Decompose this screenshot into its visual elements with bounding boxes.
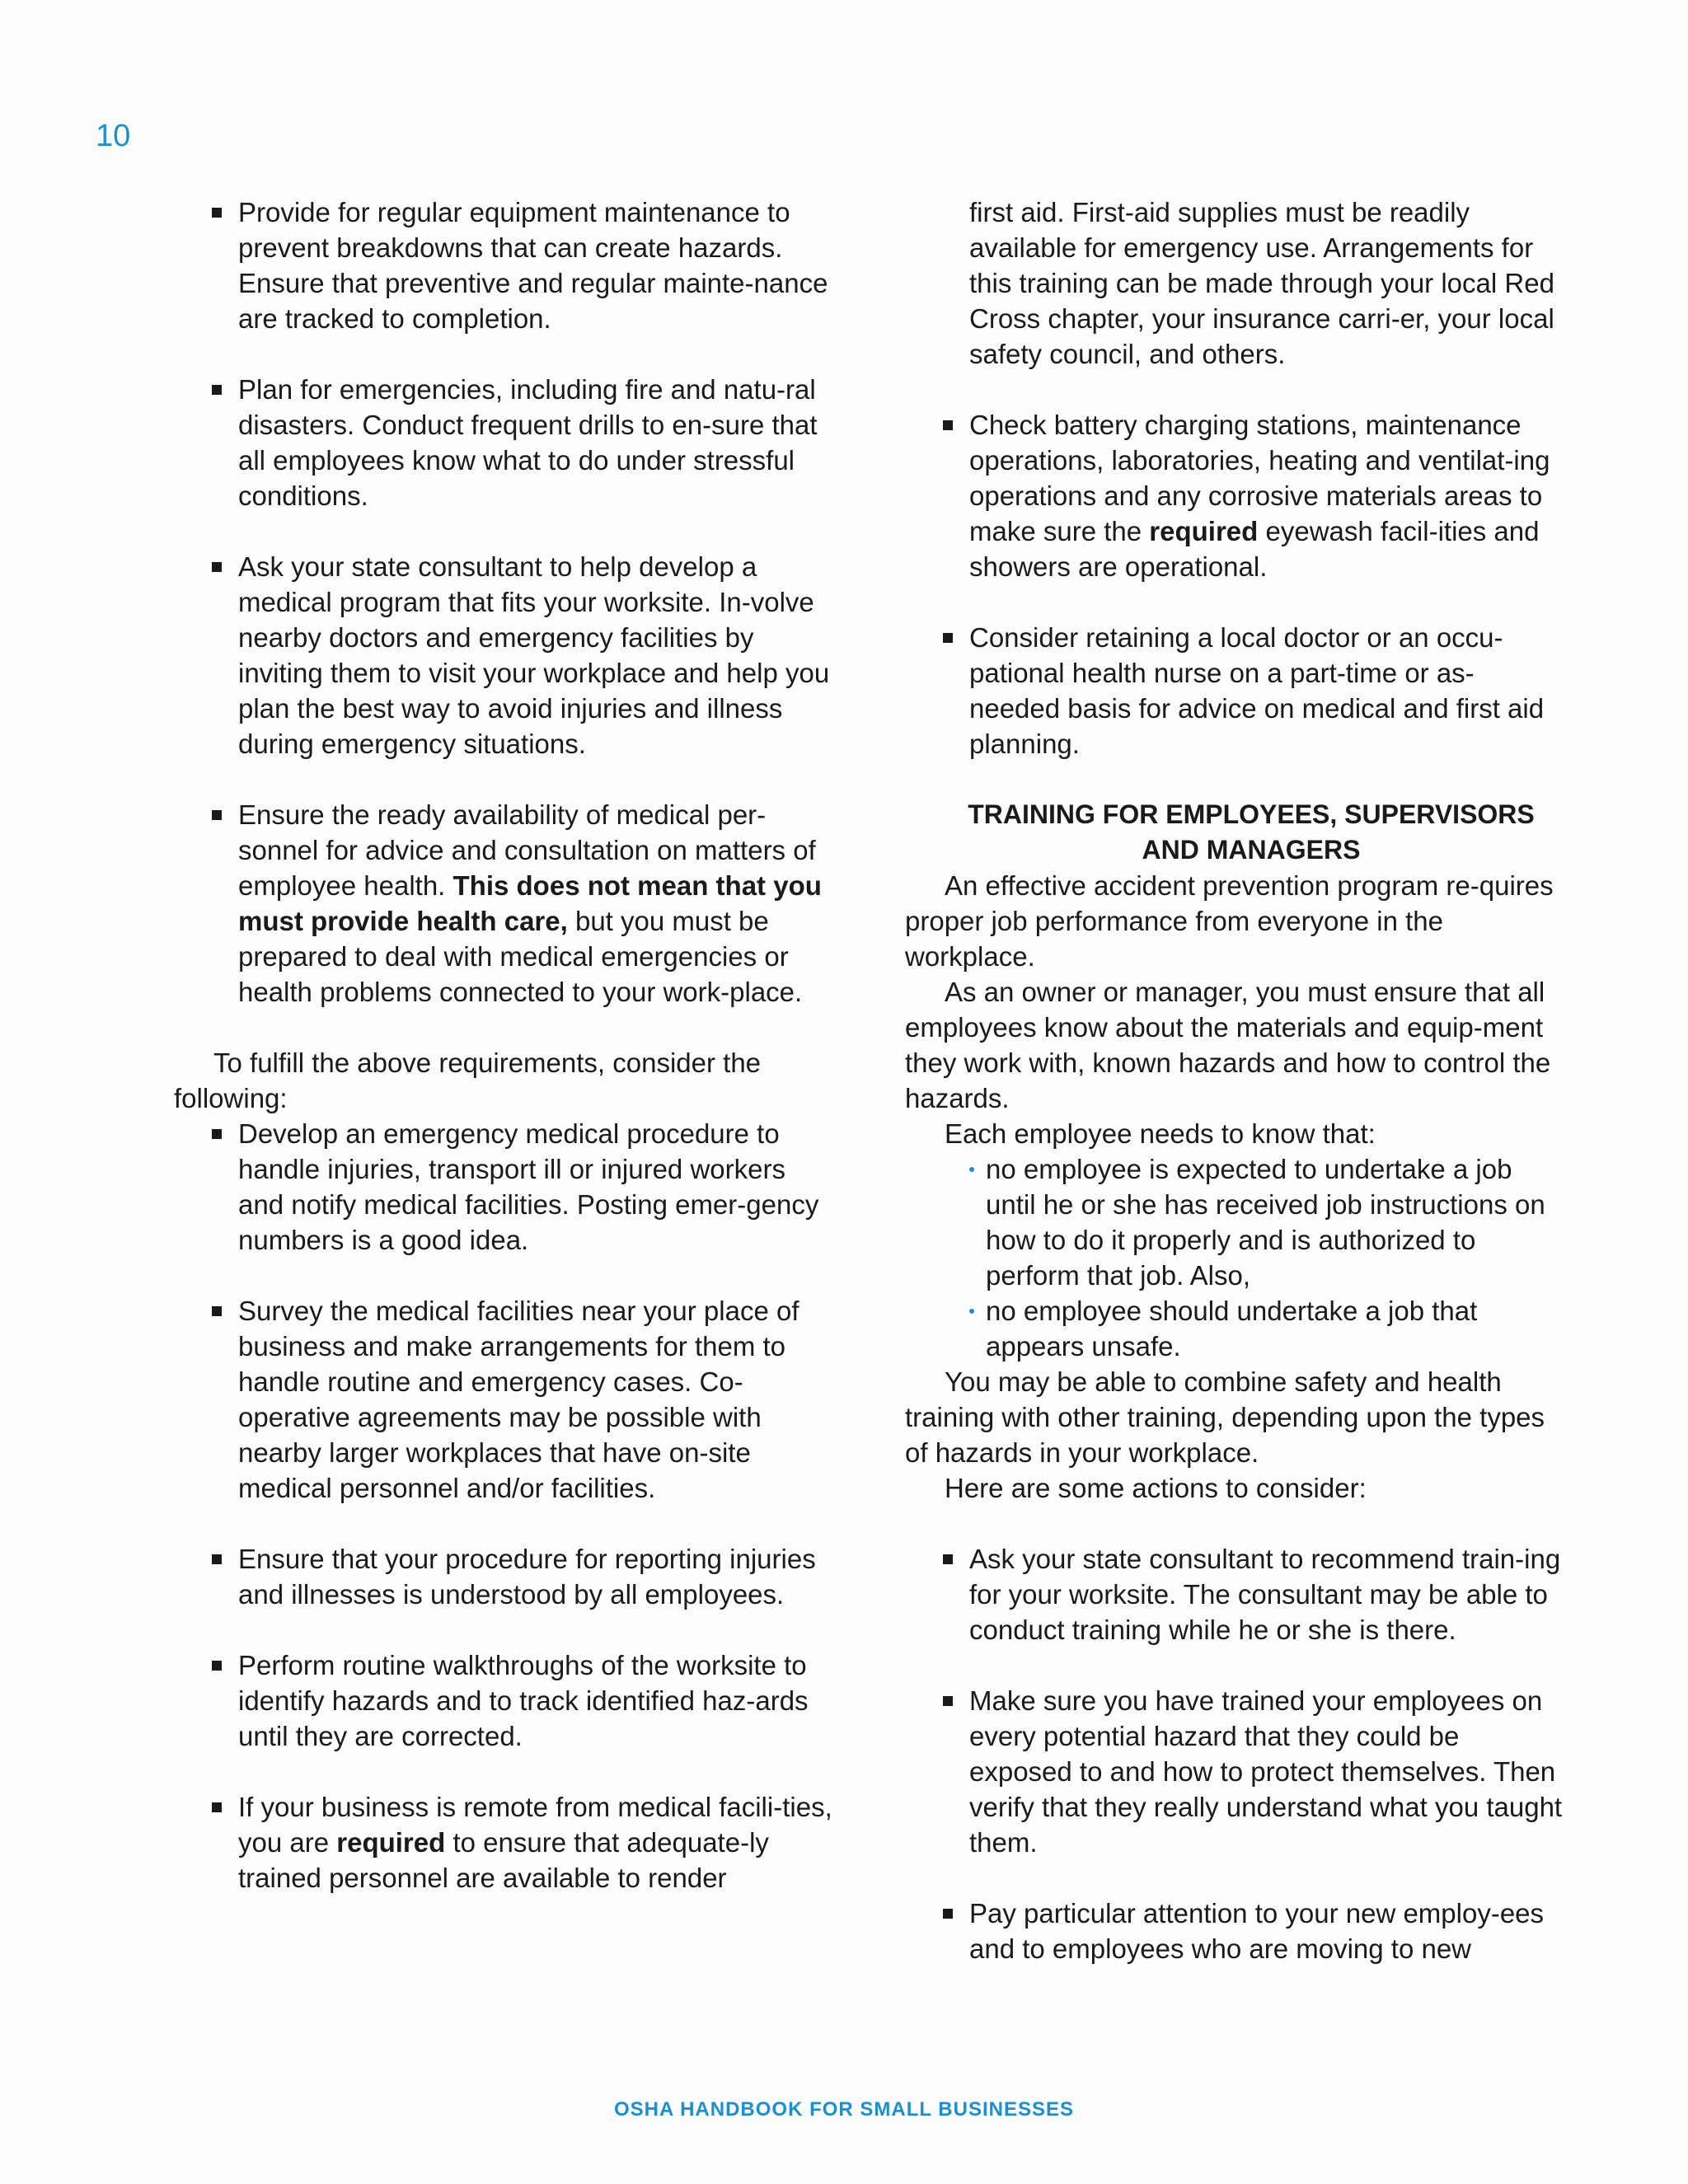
- square-bullet-icon: [212, 810, 222, 820]
- square-bullet-icon: [212, 385, 222, 395]
- footer-title: OSHA HANDBOOK FOR SMALL BUSINESSES: [613, 2098, 1075, 2121]
- paragraph: Here are some actions to consider:: [945, 1473, 1367, 1503]
- dot-bullet-icon: [969, 1167, 974, 1172]
- square-bullet-icon: [943, 420, 953, 430]
- list-item-continuation: first aid. First-aid supplies must be readily available for emergency use. Arrangements for this training can be made through your local Red Cross chapter, your insurance carri-er, your local safety council, and others.: [969, 197, 1554, 369]
- square-bullet-icon: [212, 1306, 222, 1316]
- square-bullet-icon: [943, 1554, 953, 1564]
- list-item: Ask your state consultant to recommend train-ing for your worksite. The consultant may be able to conduct training while he or she is there.: [905, 1541, 1564, 1647]
- list-item: Provide for regular equipment maintenance to prevent breakdowns that can create hazards. Ensure that preventive and regular mainte-nance are tracked to completion.: [174, 194, 833, 336]
- paragraph: You may be able to combine safety and health training with other training, depending upon the types of hazards in your workplace.: [905, 1366, 1545, 1468]
- list-item: Develop an emergency medical procedure to handle injuries, transport ill or injured workers and notify medical facilities. Posting emer-gency numbers is a good idea.: [174, 1116, 833, 1258]
- square-bullet-icon: [943, 1696, 953, 1706]
- list-item: Pay particular attention to your new employ-ees and to employees who are moving to new: [905, 1896, 1564, 1966]
- square-bullet-icon: [943, 633, 953, 643]
- paragraph: Each employee needs to know that:: [945, 1118, 1376, 1149]
- paragraph: As an owner or manager, you must ensure that all employees know about the materials and equip-ment they work with, known hazards and how to control the hazards.: [905, 977, 1551, 1113]
- square-bullet-icon: [212, 1129, 222, 1139]
- right-column: [905, 194, 1564, 2002]
- paragraph: To fulfill the above requirements, consider the following:: [174, 1047, 762, 1113]
- square-bullet-icon: [212, 208, 222, 218]
- sub-list-item: no employee is expected to undertake a job until he or she has received job instructions on how to do it properly and is authorized to perform that job. Also,: [905, 1151, 1564, 1293]
- paragraph: An effective accident prevention program re-quires proper job performance from everyone in the workplace.: [905, 870, 1554, 972]
- list-item: Ensure the ready availability of medical per-sonnel for advice and consultation on matters of employee health. This does not mean that you must provide health care, but you must be prepared to deal with medical emergencies or health problems connected to your work-place.: [174, 797, 833, 1010]
- left-column: [174, 194, 833, 1931]
- list-item: Ensure that your procedure for reporting injuries and illnesses is understood by all employees.: [174, 1541, 833, 1612]
- dot-bullet-icon: [969, 1309, 974, 1314]
- square-bullet-icon: [212, 1661, 222, 1671]
- section-heading: TRAINING FOR EMPLOYEES, SUPERVISORS AND MANAGERS: [968, 799, 1535, 865]
- page-number: 10: [96, 119, 131, 153]
- list-item: Check battery charging stations, maintenance operations, laboratories, heating and ventilat-ing operations and any corrosive materials areas to make sure the required eyewash facil-ities and showers are operational.: [905, 407, 1564, 584]
- square-bullet-icon: [212, 562, 222, 572]
- list-item: Perform routine walkthroughs of the worksite to identify hazards and to track identified haz-ards until they are corrected.: [174, 1647, 833, 1754]
- list-item: Survey the medical facilities near your place of business and make arrangements for them to handle routine and emergency cases. Co-operative agreements may be possible with nearby larger workplaces that have on-site medical personnel and/or facilities.: [174, 1293, 833, 1506]
- list-item: If your business is remote from medical facili-ties, you are required to ensure that adequate-ly trained personnel are available to render: [174, 1789, 833, 1896]
- list-item: Consider retaining a local doctor or an occu-pational health nurse on a part-time or as-needed basis for advice on medical and first aid planning.: [905, 620, 1564, 762]
- square-bullet-icon: [212, 1802, 222, 1812]
- list-item: Plan for emergencies, including fire and natu-ral disasters. Conduct frequent drills to en-sure that all employees know what to do under stressful conditions.: [174, 372, 833, 513]
- square-bullet-icon: [943, 1909, 953, 1919]
- list-item: Ask your state consultant to help develop a medical program that fits your worksite. In-volve nearby doctors and emergency facilities by inviting them to visit your workplace and help you plan the best way to avoid injuries and illness during emergency situations.: [174, 549, 833, 762]
- list-item: Make sure you have trained your employees on every potential hazard that they could be exposed to and how to protect themselves. Then verify that they really understand what you taught them.: [905, 1683, 1564, 1860]
- sub-list-item: no employee should undertake a job that appears unsafe.: [905, 1293, 1564, 1364]
- square-bullet-icon: [212, 1554, 222, 1564]
